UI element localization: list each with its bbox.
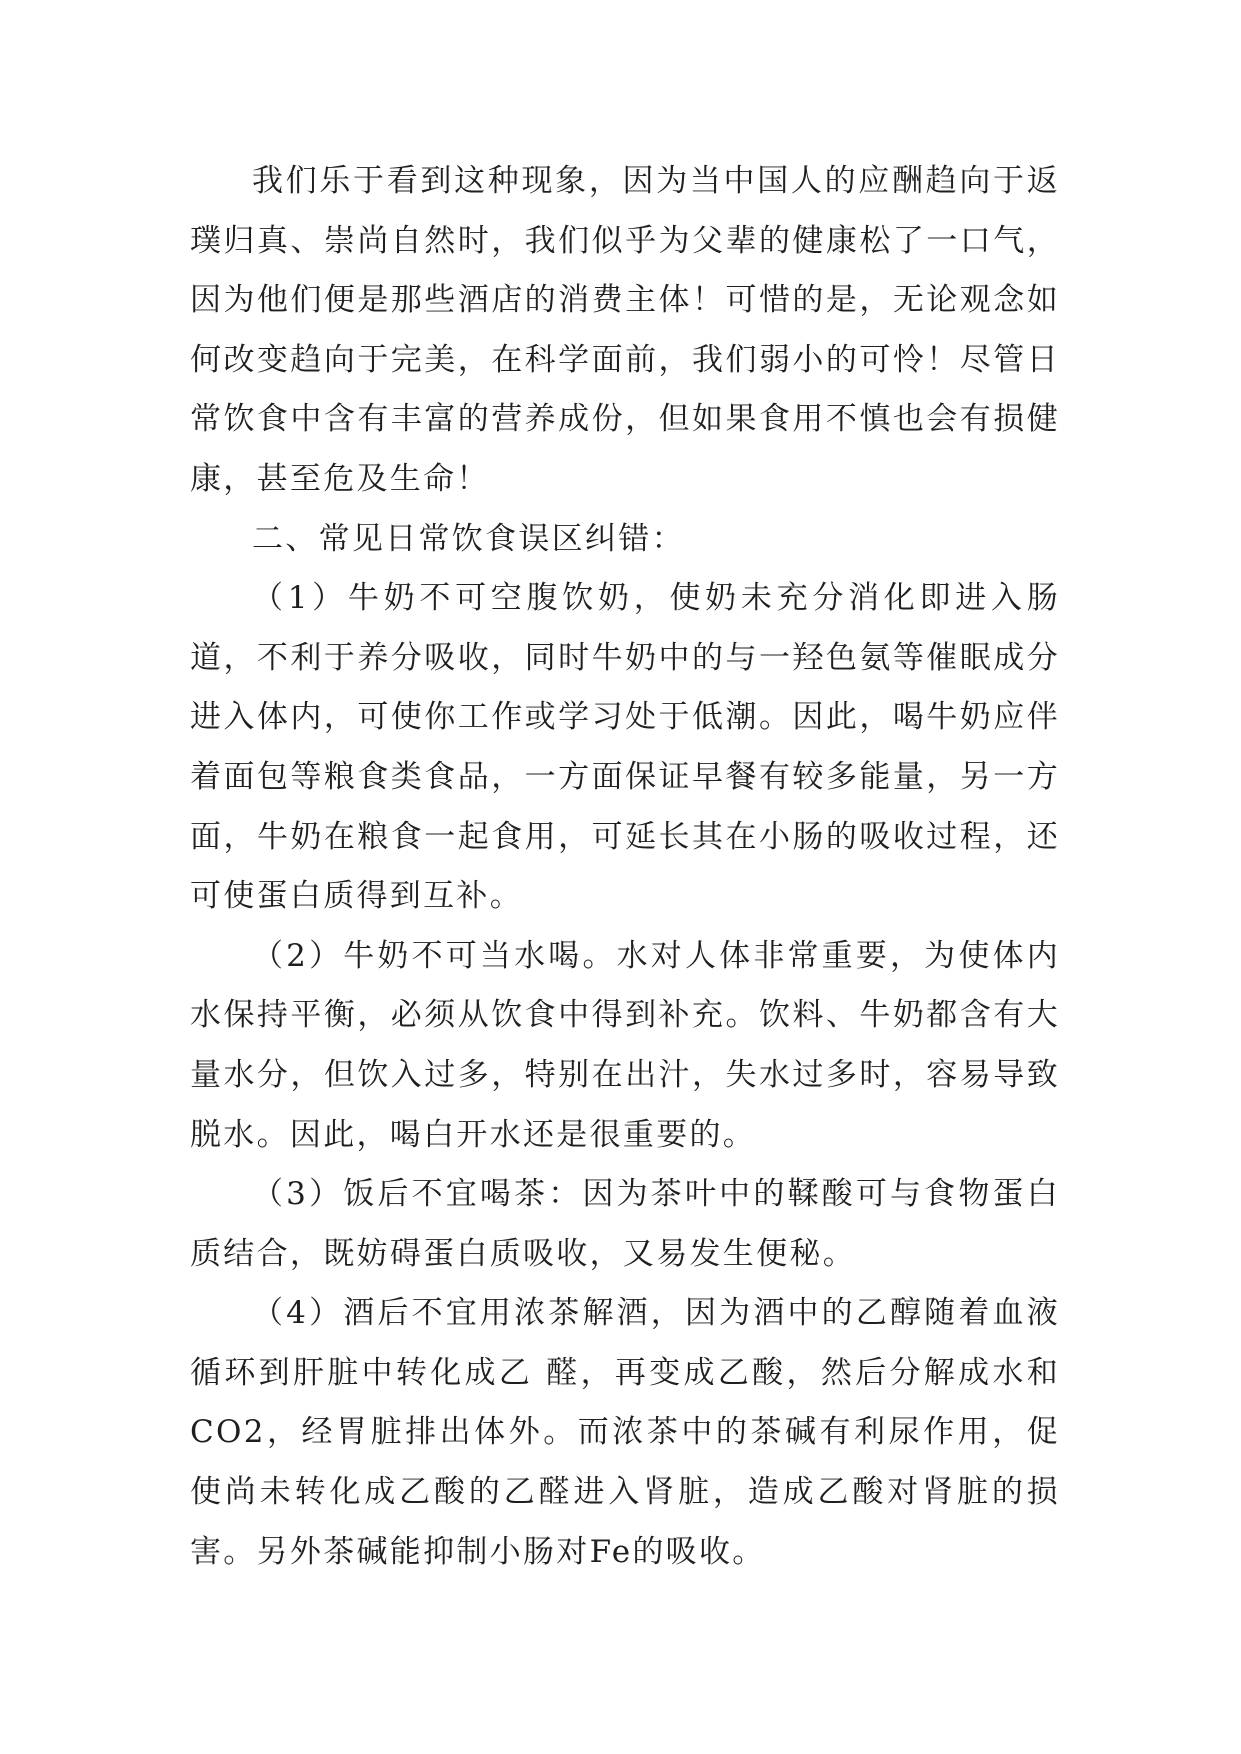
paragraph-intro: 我们乐于看到这种现象，因为当中国人的应酬趋向于返璞归真、崇尚自然时，我们似乎为父辈的健康松了一口气，因为他们便是那些酒店的消费主体！可惜的是，无论观念如何改变趋向于完美，在科学面前，我们弱小的可怜！尽管日常饮食中含有丰富的营养成份，但如果食用不慎也会有损健康，甚至危及生命！ bbox=[190, 163, 1060, 497]
paragraph-item-4: （4）酒后不宜用浓茶解酒，因为酒中的乙醇随着血液循环到肝脏中转化成乙 醛，再变成乙酸，然后分解成水和CO2，经胃脏排出体外。而浓茶中的茶碱有利尿作用，促使尚未转化成乙酸的乙醛进入肾脏，造成乙酸对肾脏的损害。另外茶碱能抑制小肠对Fe的吸收。 bbox=[190, 1295, 1060, 1570]
section-heading: 二、常见日常饮食误区纠错： bbox=[252, 520, 685, 557]
paragraph-item-2: （2）牛奶不可当水喝。水对人体非常重要，为使体内水保持平衡，必须从饮食中得到补充。饮料、牛奶都含有大量水分，但饮入过多，特别在出汁，失水过多时，容易导致脱水。因此，喝白开水还是很重要的。 bbox=[190, 937, 1060, 1153]
document-body bbox=[190, 152, 1060, 1582]
paragraph-item-3: （3）饭后不宜喝茶：因为茶叶中的鞣酸可与食物蛋白质结合，既妨碍蛋白质吸收，又易发生便秘。 bbox=[190, 1176, 1060, 1272]
paragraph-item-1: （1）牛奶不可空腹饮奶，使奶未充分消化即进入肠道，不利于养分吸收，同时牛奶中的与一羟色氨等催眠成分进入体内，可使你工作或学习处于低潮。因此，喝牛奶应伴着面包等粮食类食品，一方面保证早餐有较多能量，另一方面，牛奶在粮食一起食用，可延长其在小肠的吸收过程，还可使蛋白质得到互补。 bbox=[190, 580, 1060, 915]
